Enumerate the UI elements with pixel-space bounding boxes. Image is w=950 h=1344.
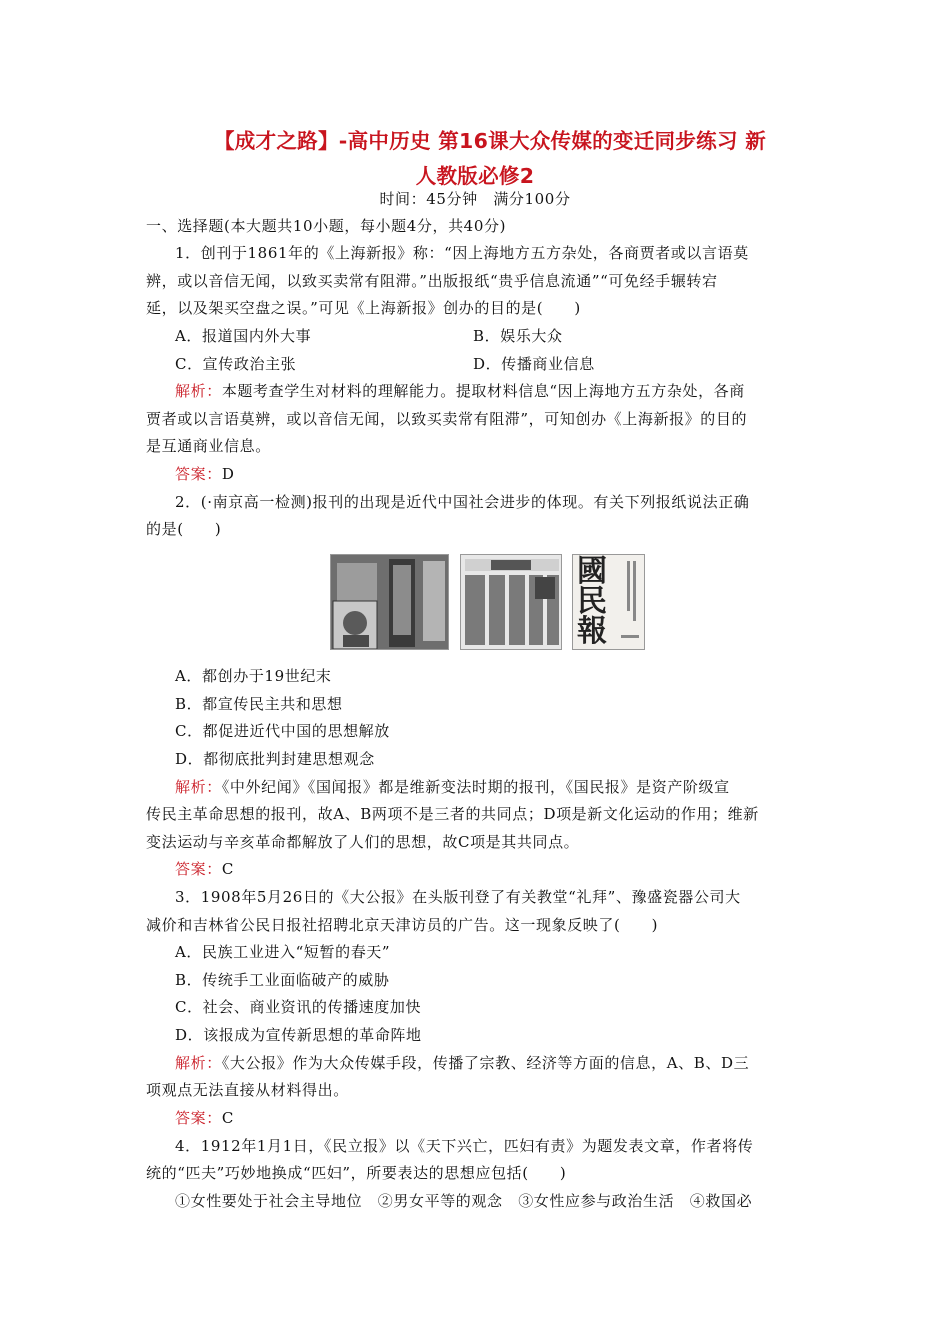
q1-analysis-line: 是互通商业信息。 (146, 437, 271, 455)
newspaper-photo-1 (330, 554, 449, 650)
q2-answer-line (175, 859, 234, 879)
document-title-line-2: 人教版必修2 (415, 164, 535, 188)
q1-answer-line (175, 464, 234, 484)
analysis-text: 本题考查学生对材料的理解能力。提取材料信息“因上海地方五方杂处，各商 (221, 382, 745, 400)
q3-option-b: B．传统手工业面临破产的威胁 (175, 971, 390, 989)
analysis-label: 解析： (175, 778, 222, 796)
time-score-line: 时间：45分钟 满分100分 (379, 190, 571, 208)
newspaper-masthead: 國民報 (577, 554, 607, 649)
q1-option-c: C．宣传政治主张 (175, 355, 297, 373)
q3-analysis-line: 项观点无法直接从材料得出。 (146, 1081, 349, 1099)
answer-value: C (221, 1109, 234, 1127)
q1-option-b: B．娱乐大众 (473, 327, 563, 345)
q3-option-a: A．民族工业进入“短暂的春天” (175, 943, 391, 961)
q2-option-d: D．都彻底批判封建思想观念 (175, 750, 375, 768)
q2-option-c: C．都促进近代中国的思想解放 (175, 722, 390, 740)
analysis-label: 解析： (175, 1054, 222, 1072)
q3-option-d: D．该报成为宣传新思想的革命阵地 (175, 1026, 422, 1044)
q1-stem-line: 1．创刊于1861年的《上海新报》称：“因上海地方五方杂处，各商贾者或以言语莫 (175, 244, 749, 262)
answer-label: 答案： (175, 1109, 222, 1127)
q4-stem-line: 4．1912年1月1日，《民立报》以《天下兴亡，匹妇有责》为题发表文章，作者将传 (175, 1137, 754, 1155)
q3-analysis-line (175, 1053, 749, 1073)
q3-stem-line: 减价和吉林省公民日报社招聘北京天津访员的广告。这一现象反映了( ) (146, 916, 659, 934)
section-heading: 一、选择题(本大题共10小题，每小题4分，共40分) (146, 217, 507, 235)
newspaper-photo-3-graphic (573, 555, 645, 650)
q3-stem-line: 3．1908年5月26日的《大公报》在头版刊登了有关教堂“礼拜”、豫盛瓷器公司大 (175, 888, 741, 906)
q1-option-a: A．报道国内外大事 (175, 327, 312, 345)
q1-option-d: D．传播商业信息 (473, 355, 595, 373)
q2-stem-line: 的是( ) (146, 520, 222, 538)
q2-analysis-line (175, 777, 730, 797)
newspaper-photo-2 (460, 554, 562, 650)
q2-option-a: A．都创办于19世纪末 (175, 667, 332, 685)
q3-answer-line (175, 1108, 234, 1128)
q1-stem-line: 辨，或以音信无闻，以致买卖常有阻滞。”出版报纸“贵乎信息流通”“可免经手辗转宕 (146, 272, 718, 290)
q2-analysis-line: 变法运动与辛亥革命都解放了人们的思想，故C项是其共同点。 (146, 833, 580, 851)
answer-value: C (221, 860, 234, 878)
newspaper-photo-1-graphic (331, 555, 449, 650)
q2-analysis-line: 传民主革命思想的报刊，故A、B两项不是三者的共同点；D项是新文化运动的作用；维新 (146, 805, 759, 823)
analysis-text: 《大公报》作为大众传媒手段，传播了宗教、经济等方面的信息，A、B、D三 (221, 1054, 750, 1072)
q1-stem-line: 延，以及架买空盘之误。”可见《上海新报》创办的目的是( ) (146, 299, 581, 317)
q4-stem-line: 统的“匹夫”巧妙地换成“匹妇”，所要表达的思想应包括( ) (146, 1164, 567, 1182)
answer-label: 答案： (175, 860, 222, 878)
q2-stem-line: 2．(·南京高一检测)报刊的出现是近代中国社会进步的体现。有关下列报纸说法正确 (175, 493, 750, 511)
analysis-label: 解析： (175, 382, 222, 400)
analysis-text: 《中外纪闻》《国闻报》都是维新变法时期的报刊，《国民报》是资产阶级宣 (221, 778, 730, 796)
q3-option-c: C．社会、商业资讯的传播速度加快 (175, 998, 422, 1016)
q2-option-b: B．都宣传民主共和思想 (175, 695, 343, 713)
newspaper-photo-2-graphic (461, 555, 562, 650)
q1-analysis-line: 贾者或以言语莫辨，或以音信无闻，以致买卖常有阻滞”，可知创办《上海新报》的目的 (146, 410, 748, 428)
answer-label: 答案： (175, 465, 222, 483)
q4-stem-line: ①女性要处于社会主导地位 ②男女平等的观念 ③女性应参与政治生活 ④救国必 (175, 1192, 753, 1210)
newspaper-photo-3 (572, 554, 645, 650)
q1-analysis-line (175, 381, 745, 401)
document-title-line-1: 【成才之路】-高中历史 第16课大众传媒的变迁同步练习 新 (213, 129, 766, 153)
answer-value: D (221, 465, 235, 483)
